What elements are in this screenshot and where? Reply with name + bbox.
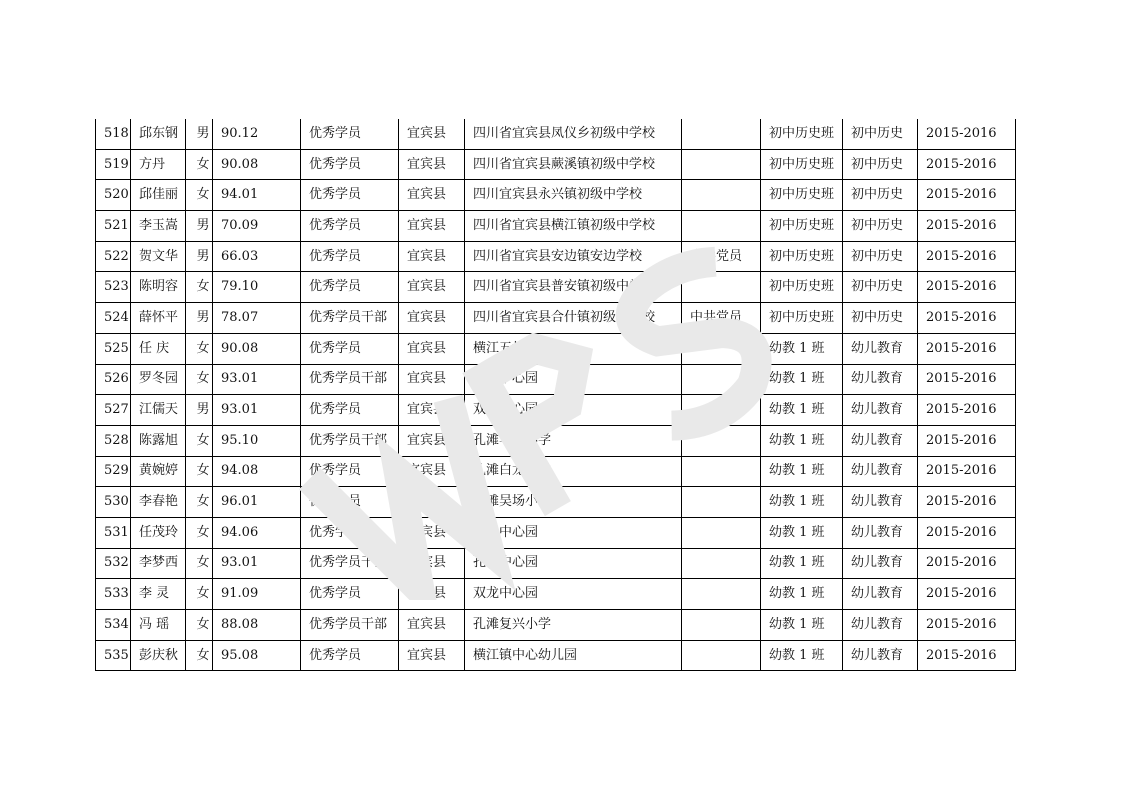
row-number-cell: 524 <box>96 303 131 334</box>
birth-date-cell: 91.09 <box>213 579 301 610</box>
school-name-cell: 双龙中心园 <box>465 395 682 426</box>
honor-title-cell: 优秀学员 <box>301 395 399 426</box>
student-name-cell: 冯 瑶 <box>131 610 186 641</box>
row-number-cell: 518 <box>96 119 131 149</box>
school-year-cell: 2015-2016 <box>918 119 1016 149</box>
class-name-cell: 幼教 1 班 <box>761 425 843 456</box>
school-year-cell: 2015-2016 <box>918 487 1016 518</box>
school-name-cell: 孔滩吴场小学 <box>465 487 682 518</box>
honor-title-cell: 优秀学员干部 <box>301 610 399 641</box>
school-name-cell: 四川省宜宾县蕨溪镇初级中学校 <box>465 149 682 180</box>
school-year-cell: 2015-2016 <box>918 548 1016 579</box>
table-row <box>96 241 1016 272</box>
row-number-cell: 520 <box>96 180 131 211</box>
county-cell: 宜宾县 <box>399 579 465 610</box>
student-name-cell: 彭庆秋 <box>131 640 186 671</box>
county-cell: 宜宾县 <box>399 395 465 426</box>
school-year-cell: 2015-2016 <box>918 272 1016 303</box>
student-name-cell: 黄婉婷 <box>131 456 186 487</box>
school-year-cell: 2015-2016 <box>918 364 1016 395</box>
table-row <box>96 395 1016 426</box>
student-name-cell: 李梦西 <box>131 548 186 579</box>
school-name-cell: 横江镇中心幼儿园 <box>465 640 682 671</box>
class-name-cell: 初中历史班 <box>761 211 843 242</box>
class-name-cell: 初中历史班 <box>761 303 843 334</box>
school-year-cell: 2015-2016 <box>918 211 1016 242</box>
political-status-cell <box>682 119 761 149</box>
class-name-cell: 初中历史班 <box>761 149 843 180</box>
student-name-cell: 陈露旭 <box>131 425 186 456</box>
school-name-cell: 孔滩中心园 <box>465 548 682 579</box>
table-row <box>96 640 1016 671</box>
political-status-cell <box>682 272 761 303</box>
student-honor-table <box>95 119 1016 671</box>
subject-cell: 幼儿教育 <box>843 579 918 610</box>
gender-cell: 女 <box>186 425 213 456</box>
student-name-cell: 任 庆 <box>131 333 186 364</box>
birth-date-cell: 95.08 <box>213 640 301 671</box>
gender-cell: 女 <box>186 610 213 641</box>
birth-date-cell: 94.01 <box>213 180 301 211</box>
student-name-cell: 邱佳丽 <box>131 180 186 211</box>
subject-cell: 幼儿教育 <box>843 333 918 364</box>
honor-title-cell: 优秀学员 <box>301 149 399 180</box>
subject-cell: 初中历史 <box>843 149 918 180</box>
table-row <box>96 487 1016 518</box>
row-number-cell: 534 <box>96 610 131 641</box>
county-cell: 宜宾县 <box>399 425 465 456</box>
political-status-cell <box>682 487 761 518</box>
birth-date-cell: 93.01 <box>213 364 301 395</box>
honor-title-cell: 优秀学员干部 <box>301 548 399 579</box>
table-row <box>96 579 1016 610</box>
gender-cell: 女 <box>186 579 213 610</box>
birth-date-cell: 66.03 <box>213 241 301 272</box>
county-cell: 宜宾县 <box>399 333 465 364</box>
honor-title-cell: 优秀学员干部 <box>301 425 399 456</box>
political-status-cell <box>682 333 761 364</box>
table-row <box>96 333 1016 364</box>
gender-cell: 男 <box>186 119 213 149</box>
student-name-cell: 任茂玲 <box>131 517 186 548</box>
school-year-cell: 2015-2016 <box>918 517 1016 548</box>
county-cell: 宜宾县 <box>399 517 465 548</box>
birth-date-cell: 94.06 <box>213 517 301 548</box>
student-name-cell: 陈明容 <box>131 272 186 303</box>
honor-title-cell: 优秀学员 <box>301 517 399 548</box>
class-name-cell: 初中历史班 <box>761 241 843 272</box>
student-name-cell: 李 灵 <box>131 579 186 610</box>
birth-date-cell: 78.07 <box>213 303 301 334</box>
table-row <box>96 211 1016 242</box>
table-row <box>96 517 1016 548</box>
subject-cell: 初中历史 <box>843 211 918 242</box>
political-status-cell <box>682 149 761 180</box>
school-year-cell: 2015-2016 <box>918 610 1016 641</box>
class-name-cell: 幼教 1 班 <box>761 579 843 610</box>
class-name-cell: 幼教 1 班 <box>761 364 843 395</box>
political-status-cell: 中共党员 <box>682 303 761 334</box>
school-name-cell: 孔滩复兴小学 <box>465 610 682 641</box>
gender-cell: 女 <box>186 548 213 579</box>
row-number-cell: 526 <box>96 364 131 395</box>
political-status-cell <box>682 456 761 487</box>
honor-title-cell: 优秀学员干部 <box>301 303 399 334</box>
birth-date-cell: 90.12 <box>213 119 301 149</box>
political-status-cell <box>682 640 761 671</box>
row-number-cell: 522 <box>96 241 131 272</box>
subject-cell: 幼儿教育 <box>843 548 918 579</box>
gender-cell: 女 <box>186 333 213 364</box>
honor-title-cell: 优秀学员 <box>301 640 399 671</box>
school-year-cell: 2015-2016 <box>918 241 1016 272</box>
political-status-cell <box>682 548 761 579</box>
subject-cell: 幼儿教育 <box>843 425 918 456</box>
table-row <box>96 149 1016 180</box>
row-number-cell: 533 <box>96 579 131 610</box>
school-name-cell: 四川省宜宾县普安镇初级中学校 <box>465 272 682 303</box>
gender-cell: 女 <box>186 456 213 487</box>
honor-title-cell: 优秀学员 <box>301 272 399 303</box>
gender-cell: 女 <box>186 640 213 671</box>
class-name-cell: 幼教 1 班 <box>761 640 843 671</box>
county-cell: 宜宾县 <box>399 241 465 272</box>
birth-date-cell: 96.01 <box>213 487 301 518</box>
row-number-cell: 528 <box>96 425 131 456</box>
honor-title-cell: 优秀学员 <box>301 119 399 149</box>
subject-cell: 幼儿教育 <box>843 395 918 426</box>
row-number-cell: 521 <box>96 211 131 242</box>
row-number-cell: 527 <box>96 395 131 426</box>
gender-cell: 男 <box>186 303 213 334</box>
row-number-cell: 519 <box>96 149 131 180</box>
birth-date-cell: 79.10 <box>213 272 301 303</box>
school-name-cell: 四川宜宾县永兴镇初级中学校 <box>465 180 682 211</box>
subject-cell: 幼儿教育 <box>843 517 918 548</box>
county-cell: 宜宾县 <box>399 303 465 334</box>
gender-cell: 女 <box>186 487 213 518</box>
student-name-cell: 罗冬园 <box>131 364 186 395</box>
honor-title-cell: 优秀学员干部 <box>301 364 399 395</box>
gender-cell: 女 <box>186 272 213 303</box>
birth-date-cell: 90.08 <box>213 333 301 364</box>
county-cell: 宜宾县 <box>399 119 465 149</box>
class-name-cell: 幼教 1 班 <box>761 548 843 579</box>
row-number-cell: 535 <box>96 640 131 671</box>
political-status-cell <box>682 425 761 456</box>
honor-title-cell: 优秀学员 <box>301 333 399 364</box>
row-number-cell: 532 <box>96 548 131 579</box>
county-cell: 宜宾县 <box>399 149 465 180</box>
class-name-cell: 幼教 1 班 <box>761 517 843 548</box>
row-number-cell: 529 <box>96 456 131 487</box>
birth-date-cell: 90.08 <box>213 149 301 180</box>
political-status-cell <box>682 211 761 242</box>
table-row <box>96 610 1016 641</box>
birth-date-cell: 70.09 <box>213 211 301 242</box>
county-cell: 宜宾县 <box>399 272 465 303</box>
school-name-cell: 四川省宜宾县安边镇安边学校 <box>465 241 682 272</box>
gender-cell: 女 <box>186 180 213 211</box>
school-year-cell: 2015-2016 <box>918 180 1016 211</box>
table-row <box>96 272 1016 303</box>
school-name-cell: 四川省宜宾县横江镇初级中学校 <box>465 211 682 242</box>
class-name-cell: 初中历史班 <box>761 119 843 149</box>
subject-cell: 幼儿教育 <box>843 487 918 518</box>
table-row <box>96 425 1016 456</box>
school-year-cell: 2015-2016 <box>918 303 1016 334</box>
political-status-cell: 中共党员 <box>682 241 761 272</box>
school-name-cell: 四川省宜宾县凤仪乡初级中学校 <box>465 119 682 149</box>
birth-date-cell: 93.01 <box>213 548 301 579</box>
table-row <box>96 456 1016 487</box>
honor-title-cell: 优秀学员 <box>301 579 399 610</box>
political-status-cell <box>682 395 761 426</box>
class-name-cell: 幼教 1 班 <box>761 395 843 426</box>
county-cell: 宜宾县 <box>399 610 465 641</box>
row-number-cell: 525 <box>96 333 131 364</box>
gender-cell: 男 <box>186 241 213 272</box>
student-name-cell: 薛怀平 <box>131 303 186 334</box>
county-cell: 宜宾县 <box>399 640 465 671</box>
student-name-cell: 李玉嵩 <box>131 211 186 242</box>
school-name-cell: 孔滩羊石小学 <box>465 425 682 456</box>
county-cell: 宜宾县 <box>399 211 465 242</box>
subject-cell: 初中历史 <box>843 241 918 272</box>
honor-title-cell: 优秀学员 <box>301 241 399 272</box>
gender-cell: 女 <box>186 517 213 548</box>
political-status-cell <box>682 579 761 610</box>
county-cell: 宜宾县 <box>399 456 465 487</box>
gender-cell: 男 <box>186 395 213 426</box>
honor-title-cell: 优秀学员 <box>301 487 399 518</box>
school-name-cell: 孔滩中心园 <box>465 364 682 395</box>
school-year-cell: 2015-2016 <box>918 149 1016 180</box>
gender-cell: 女 <box>186 149 213 180</box>
county-cell: 宜宾县 <box>399 548 465 579</box>
school-name-cell: 孔滩白龙小学 <box>465 456 682 487</box>
school-year-cell: 2015-2016 <box>918 425 1016 456</box>
subject-cell: 幼儿教育 <box>843 364 918 395</box>
birth-date-cell: 94.08 <box>213 456 301 487</box>
class-name-cell: 幼教 1 班 <box>761 456 843 487</box>
school-name-cell: 横江五村幼儿园 <box>465 333 682 364</box>
row-number-cell: 523 <box>96 272 131 303</box>
class-name-cell: 幼教 1 班 <box>761 487 843 518</box>
subject-cell: 幼儿教育 <box>843 456 918 487</box>
gender-cell: 女 <box>186 364 213 395</box>
subject-cell: 幼儿教育 <box>843 610 918 641</box>
school-name-cell: 双龙中心园 <box>465 579 682 610</box>
class-name-cell: 初中历史班 <box>761 272 843 303</box>
row-number-cell: 530 <box>96 487 131 518</box>
table-row <box>96 180 1016 211</box>
school-name-cell: 四川省宜宾县合什镇初级中学校 <box>465 303 682 334</box>
political-status-cell <box>682 610 761 641</box>
school-year-cell: 2015-2016 <box>918 640 1016 671</box>
school-year-cell: 2015-2016 <box>918 579 1016 610</box>
table-row <box>96 548 1016 579</box>
row-number-cell: 531 <box>96 517 131 548</box>
birth-date-cell: 88.08 <box>213 610 301 641</box>
school-year-cell: 2015-2016 <box>918 333 1016 364</box>
table-row <box>96 119 1016 149</box>
school-name-cell: 双龙中心园 <box>465 517 682 548</box>
subject-cell: 初中历史 <box>843 180 918 211</box>
student-name-cell: 李春艳 <box>131 487 186 518</box>
birth-date-cell: 93.01 <box>213 395 301 426</box>
political-status-cell <box>682 517 761 548</box>
class-name-cell: 初中历史班 <box>761 180 843 211</box>
political-status-cell <box>682 180 761 211</box>
school-year-cell: 2015-2016 <box>918 456 1016 487</box>
student-name-cell: 贺文华 <box>131 241 186 272</box>
table-body <box>96 119 1016 671</box>
subject-cell: 初中历史 <box>843 119 918 149</box>
birth-date-cell: 95.10 <box>213 425 301 456</box>
class-name-cell: 幼教 1 班 <box>761 333 843 364</box>
subject-cell: 初中历史 <box>843 303 918 334</box>
student-name-cell: 方丹 <box>131 149 186 180</box>
county-cell: 宜宾县 <box>399 487 465 518</box>
county-cell: 宜宾县 <box>399 180 465 211</box>
school-year-cell: 2015-2016 <box>918 395 1016 426</box>
honor-title-cell: 优秀学员 <box>301 211 399 242</box>
class-name-cell: 幼教 1 班 <box>761 610 843 641</box>
gender-cell: 男 <box>186 211 213 242</box>
honor-title-cell: 优秀学员 <box>301 180 399 211</box>
student-name-cell: 邱东钢 <box>131 119 186 149</box>
table-row <box>96 364 1016 395</box>
subject-cell: 初中历史 <box>843 272 918 303</box>
political-status-cell <box>682 364 761 395</box>
table-row <box>96 303 1016 334</box>
county-cell: 宜宾县 <box>399 364 465 395</box>
honor-title-cell: 优秀学员 <box>301 456 399 487</box>
subject-cell: 幼儿教育 <box>843 640 918 671</box>
student-name-cell: 江儒天 <box>131 395 186 426</box>
